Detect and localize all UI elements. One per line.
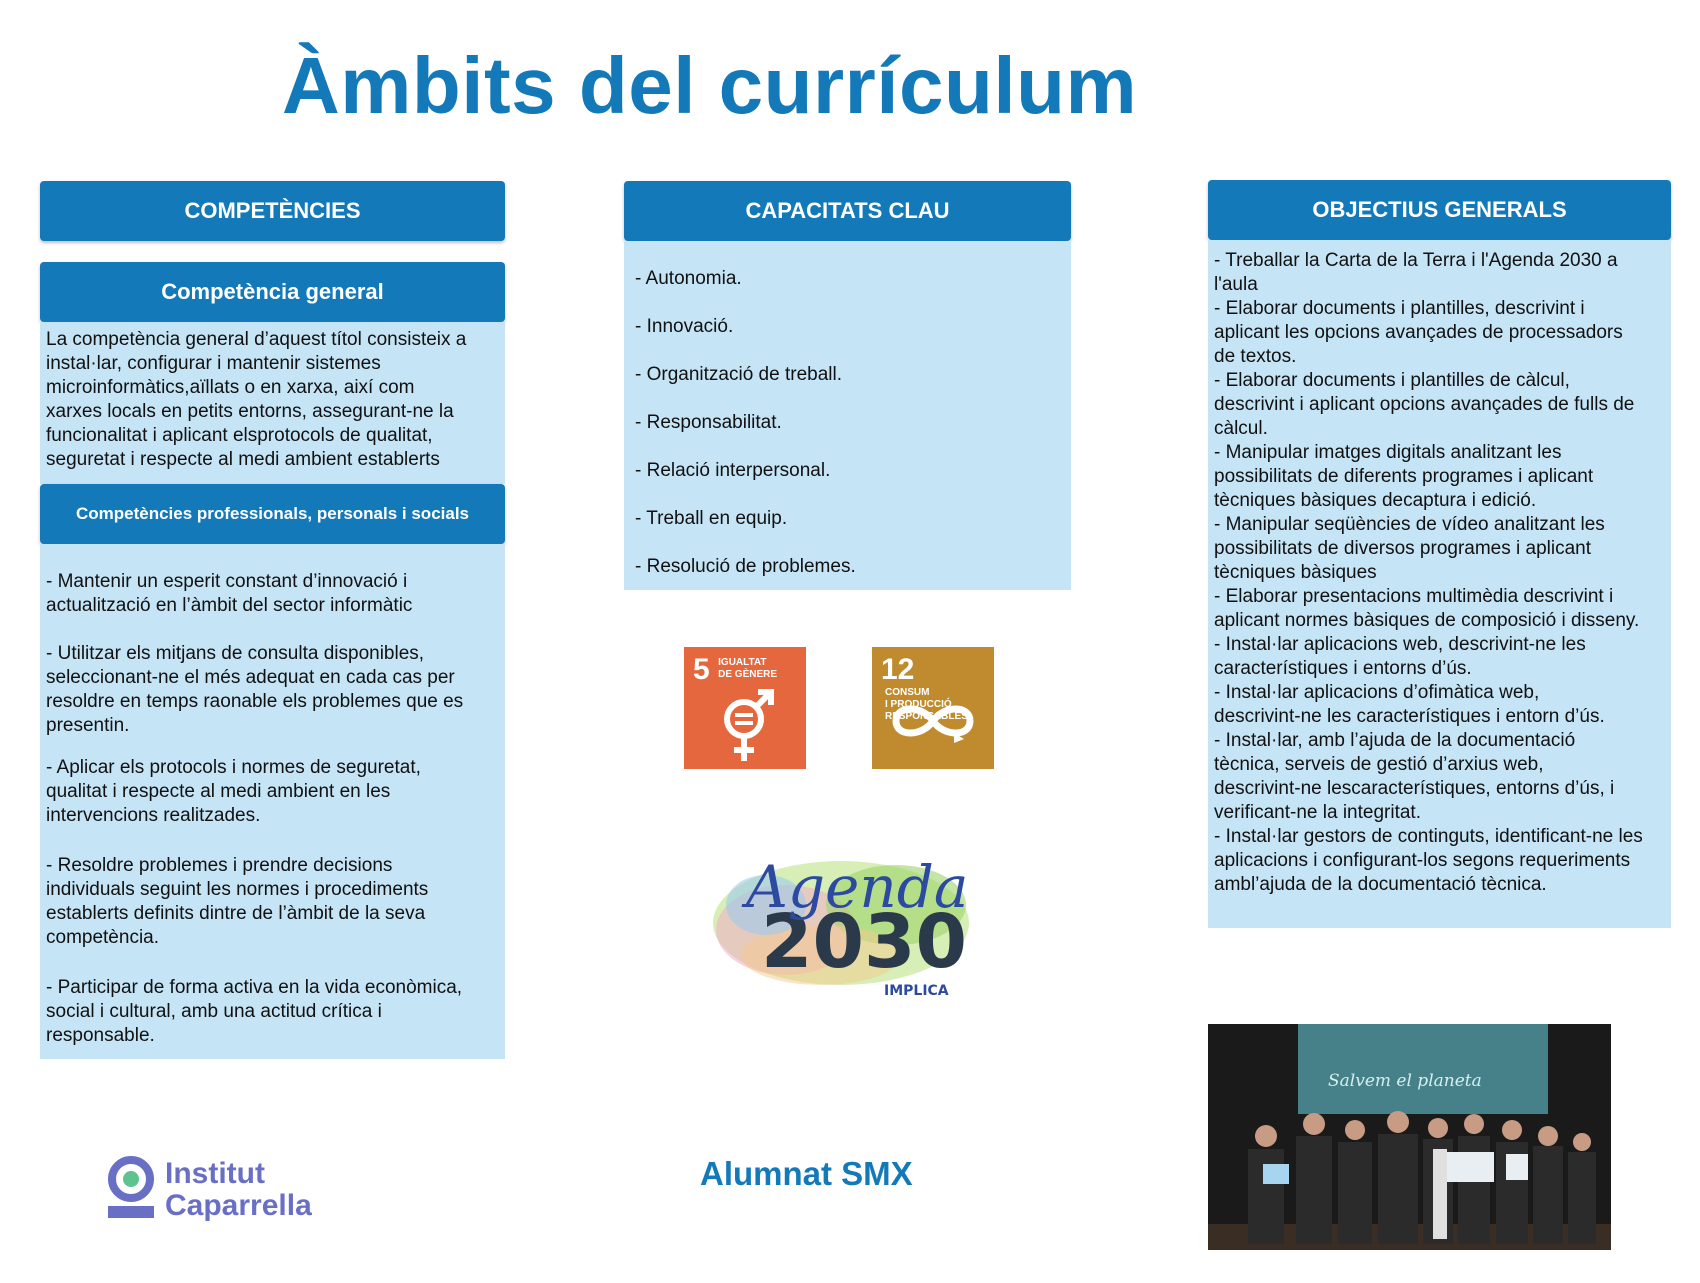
sdg-number: 5 [693,653,710,686]
institut-caparrella-logo [108,1156,348,1226]
list-item: - Responsabilitat. [635,412,782,433]
footer-caption: Alumnat SMX [700,1155,913,1192]
sdg-label: IGUALTAT DE GÈNERE [718,657,778,680]
svg-text:Agenda: Agenda [746,853,969,921]
logo-line-caparrella: Caparrella [165,1189,312,1222]
sdg-number: 12 [881,653,915,686]
students-award-photo [1208,1024,1611,1250]
page-title: Àmbits del currículum [282,41,1138,130]
sdg-5-tile [684,647,806,769]
general-objectives-header: OBJECTIUS GENERALS [1208,180,1671,240]
list-item: - Participar de forma activa en la vida econòmica, social i cultural, amb una actitud crítica i responsable. [46,977,463,1046]
list-item: - Utilitzar els mitjans de consulta disponibles, seleccionant-ne el més adequat en cada cas per resoldre en temps raonable els problemes que es presentin. [46,643,464,736]
professional-competences-header: Competències professionals, personals i socials [40,484,505,544]
list-item: - Resolució de problemes. [635,556,856,577]
infinity-loop-icon [872,687,994,769]
key-capacities-header: CAPACITATS CLAU [624,181,1071,241]
competencies-header: COMPETÈNCIES [40,181,505,241]
gender-equality-icon [684,687,806,769]
svg-text:Salvem el planeta: Salvem el planeta [1328,1071,1482,1091]
svg-text:2030: 2030 [761,899,967,985]
list-item: - Treball en equip. [635,508,788,529]
general-objectives-text: - Treballar la Carta de la Terra i l'Agenda 2030 a l'aula - Elaborar documents i plantilles, descrivint i aplicant les opcions avançades de processadors de textos. - Elaborar documents i plantilles de càlcul, descrivint i aplicant opcions avançades de fulls de càlcul. - Manipular imatges digitals analitzant les possibilitats de diferents programes i aplicant tècniques bàsiques decaptura i edició. - Manipular seqüències de vídeo analitzant les possibilitats de diversos programes i aplicant tècniques bàsiques - Elaborar presentacions multimèdia descrivint i aplicant normes bàsiques de composició i disseny. - Instal·lar aplicacions web, descrivint-ne les característiques i entorns d’ús. - Instal·lar aplicacions d’ofimàtica web, descrivint-ne les característiques i entorn d’ús. - Instal·lar, amb l’ajuda de la documentació tècnica, serveis de gestió d’arxius web, descrivint-ne lescaracterístiques, entorns d’ús, i verificant-ne la integritat. - Instal·lar gestors de continguts, identificant-ne les aplicacions i configurant-los segons requeriments ambl’ajuda de la documentació tècnica. [1214,250,1643,895]
agenda-2030-logo [706,835,976,1015]
caparrella-mark-icon [108,1156,154,1220]
general-competence-text: La competència general d’aquest títol consisteix a instal·lar, configurar i mantenir sistemes microinformàtics,aïllats o en xarxa, així com xarxes locals en petits entorns, assegurant-ne la funcionalitat i aplicant elsprotocols de qualitat, seguretat i respecte al medi ambient establerts [46,329,467,470]
list-item: - Organització de treball. [635,364,842,385]
general-objectives-panel [1208,240,1671,928]
key-capacities-panel [624,241,1071,590]
general-competence-panel [40,322,505,484]
sdg-label: CONSUM I PRODUCCIÓ RESPONSABLES [885,687,968,722]
list-item: - Mantenir un esperit constant d’innovació i actualització en l’àmbit del sector informàtic [46,571,413,616]
logo-line-institut: Institut [165,1157,265,1190]
list-item: - Relació interpersonal. [635,460,831,481]
sdg-12-tile [872,647,994,769]
list-item: - Autonomia. [635,268,742,289]
list-item: - Aplicar els protocols i normes de seguretat, qualitat i respecte al medi ambient en les intervencions realitzades. [46,757,421,826]
list-item: - Innovació. [635,316,734,337]
general-competence-header: Competència general [40,262,505,322]
svg-text:IMPLICA: IMPLICA [884,983,949,999]
professional-competences-panel [40,544,505,1059]
list-item: - Resoldre problemes i prendre decisions individuals seguint les normes i procediments establerts definits dintre de l’àmbit de la seva competència. [46,855,429,948]
